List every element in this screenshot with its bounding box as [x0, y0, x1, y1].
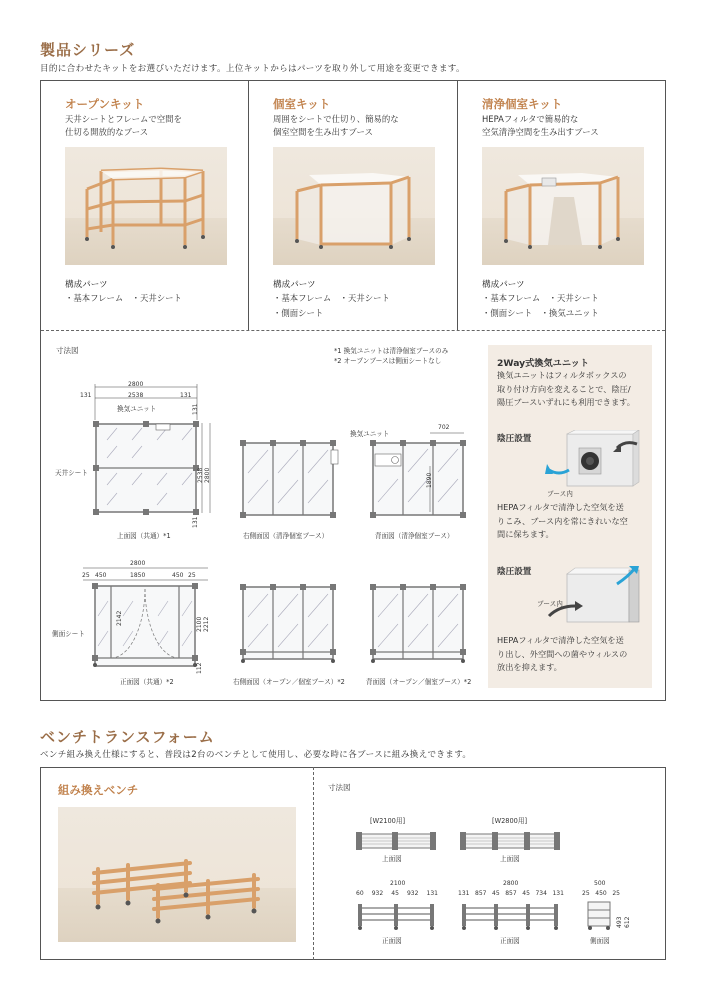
- caption-top-view: 上面図（共通）*1: [117, 532, 171, 540]
- side-segments: 25 450 25: [582, 890, 620, 897]
- dim-h-inner: 2538: [197, 467, 204, 483]
- back-clean-drawing: [368, 432, 472, 520]
- dim-front-d5: 25: [188, 572, 196, 579]
- parts-heading: 構成パーツ: [482, 280, 525, 290]
- positive-desc: HEPAフィルタで清浄した空気を送 り出し、外空間への菌やウィルスの 放出を抑えます。: [497, 635, 628, 672]
- dim-front-d1: 25: [82, 572, 90, 579]
- kit-divider: [457, 80, 458, 331]
- dim-h-edge-bottom: 131: [192, 516, 199, 528]
- w2100-segments: 60 932 45 932 131: [356, 890, 438, 897]
- w2100-total: 2100: [390, 880, 406, 887]
- label-ventilation-unit: 換気ユニット: [117, 405, 157, 413]
- dim-front-d4: 450: [172, 572, 184, 579]
- page-title: 製品シリーズ: [40, 41, 136, 59]
- parts-list-private: ・基本フレーム ・天井シート ・側面シート: [273, 293, 390, 318]
- bench-subtitle: ベンチ組み換え仕様にすると、普段は2台のベンチとして使用し、必要な時に各ブースに組み換えできます。: [40, 750, 472, 760]
- caption-right-side-open: 右側面図（オープン／個室ブース）*2: [233, 678, 345, 686]
- dim-w-total: 2800: [128, 381, 144, 388]
- w2100-top-caption: 上面図: [382, 855, 402, 863]
- dims-notes: *1 換気ユニットは清浄個室ブースのみ *2 オープンブースは側面シートなし: [334, 347, 449, 365]
- back-open-drawing: [368, 582, 472, 666]
- dim-front-h-door: 2142: [116, 610, 123, 626]
- kit-title-clean: 清浄個室キット: [482, 97, 563, 111]
- negative-unit-image: [545, 430, 643, 496]
- top-view-drawing: [52, 380, 222, 525]
- dim-edge-r: 131: [180, 392, 192, 399]
- right-side-clean-drawing: [238, 438, 342, 520]
- kit-desc-private: 周囲をシートで仕切り、簡易的な 個室空間を生み出すブース: [273, 114, 399, 137]
- w2100-front-caption: 正面図: [382, 937, 402, 945]
- negative-desc: HEPAフィルタで清浄した空気を送 りこみ、ブース内を常にきれいな空 間に保ちます。: [497, 502, 628, 539]
- kit-desc-open: 天井シートとフレームで空間を 仕切る開放的なブース: [65, 114, 182, 137]
- w2800-front-caption: 正面図: [500, 937, 520, 945]
- dim-front-d3: 1850: [130, 572, 146, 579]
- page-subtitle: 目的に合わせたキットをお選びいただけます。上位キットからはパーツを取り外して用途を変更できます。: [40, 64, 465, 74]
- label-ventilation-unit-back: 換気ユニット: [350, 430, 390, 438]
- caption-front-view: 正面図（共通）*2: [120, 678, 174, 686]
- dims-heading: 寸法図: [56, 346, 79, 355]
- dim-front-h-inner: 2100: [196, 616, 203, 632]
- ventilation-desc: 換気ユニットはフィルタボックスの 取り付け方向を変えることで、陰圧/ 陽圧ブースいずれにも利用できます。: [497, 370, 635, 407]
- side-h2: 612: [624, 916, 631, 928]
- w2800-label: [W2800用]: [492, 817, 528, 825]
- side-drawing: [584, 898, 614, 932]
- negative-label-inside: ブース内: [547, 490, 573, 498]
- kit-title-open: オープンキット: [65, 97, 145, 111]
- dim-h-total: 2800: [204, 467, 211, 483]
- photo-private-booth: [273, 147, 435, 265]
- ventilation-title: 2Way式換気ユニット: [497, 358, 590, 369]
- bench-divider: [313, 767, 314, 960]
- dim-back-h: 1890: [426, 472, 433, 488]
- parts-list-open: ・基本フレーム ・天井シート: [65, 293, 182, 303]
- dim-h-edge-top: 131: [192, 403, 199, 415]
- bench-card-title: 組み換えベンチ: [58, 783, 139, 797]
- side-total: 500: [594, 880, 606, 887]
- side-h1: 493: [616, 916, 623, 928]
- negative-title: 陰圧設置: [497, 434, 532, 444]
- dim-front-d2: 450: [95, 572, 107, 579]
- w2100-label: [W2100用]: [370, 817, 406, 825]
- kit-title-private: 個室キット: [273, 97, 331, 111]
- bench-title: ベンチトランスフォーム: [40, 728, 215, 746]
- kit-desc-clean: HEPAフィルタで簡易的な 空気清浄空間を生み出すブース: [482, 114, 599, 137]
- dim-front-total: 2800: [130, 560, 146, 567]
- side-caption: 側面図: [590, 937, 610, 945]
- section-divider: [41, 330, 665, 331]
- w2100-top-drawing: [354, 830, 438, 852]
- w2800-segments: 131 857 45 857 45 734 131: [458, 890, 564, 897]
- w2800-top-drawing: [458, 830, 562, 852]
- w2800-front-drawing: [458, 898, 562, 932]
- bench-dims-heading: 寸法図: [328, 783, 351, 792]
- dim-front-h-total: 2212: [203, 616, 210, 632]
- kit-divider: [248, 80, 249, 331]
- parts-heading: 構成パーツ: [65, 280, 108, 290]
- photo-open-booth: [65, 147, 227, 265]
- w2100-front-drawing: [354, 898, 438, 932]
- parts-heading: 構成パーツ: [273, 280, 316, 290]
- caption-right-side-clean: 右側面図（清浄個室ブース）: [243, 532, 329, 540]
- dim-back-w: 702: [438, 424, 450, 431]
- positive-title: 陰圧設置: [497, 567, 532, 577]
- dim-front-h-base: 112: [196, 662, 203, 674]
- parts-list-clean: ・基本フレーム ・天井シート ・側面シート ・換気ユニット: [482, 293, 599, 318]
- positive-label-inside: ブース内: [537, 600, 563, 608]
- dim-edge: 131: [80, 392, 92, 399]
- caption-back-open: 背面図（オープン／個室ブース）*2: [366, 678, 472, 686]
- right-side-open-drawing: [238, 582, 342, 666]
- dim-w-inner: 2538: [128, 392, 144, 399]
- w2800-top-caption: 上面図: [500, 855, 520, 863]
- caption-back-clean: 背面図（清浄個室ブース）: [375, 532, 454, 540]
- label-ceiling-sheet: 天井シート: [55, 469, 88, 477]
- positive-unit-image: [545, 566, 643, 628]
- photo-clean-booth: [482, 147, 644, 265]
- photo-bench: [58, 807, 296, 942]
- w2800-total: 2800: [503, 880, 519, 887]
- label-side-sheet: 側面シート: [52, 630, 85, 638]
